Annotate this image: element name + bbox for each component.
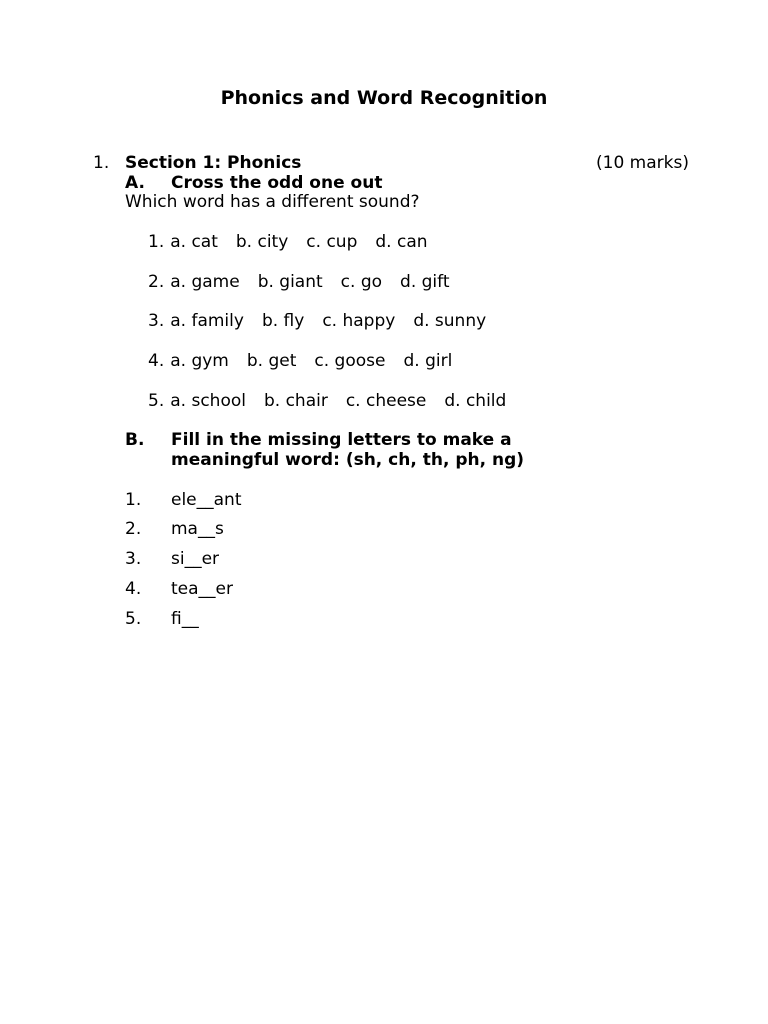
option: d. sunny: [413, 311, 487, 331]
fill-in-word: ele__ant: [171, 490, 242, 510]
item-number: 1.: [148, 232, 165, 252]
option: b. giant: [257, 272, 323, 292]
option: d. girl: [403, 351, 453, 371]
section-heading: Section 1: Phonics: [125, 153, 302, 173]
list-item: [148, 391, 506, 411]
option: c. cup: [306, 232, 358, 252]
item-number: 5.: [148, 391, 165, 411]
part-a-instruction: Which word has a different sound?: [125, 192, 420, 212]
option: a. school: [170, 391, 246, 411]
fill-in-word: tea__er: [171, 579, 233, 599]
option: a. cat: [170, 232, 218, 252]
option: c. goose: [314, 351, 386, 371]
item-number: 5.: [125, 609, 142, 629]
option: b. fly: [261, 311, 305, 331]
list-item: [148, 311, 486, 331]
fill-in-word: ma__s: [171, 519, 224, 539]
fill-in-word: fi__: [171, 609, 199, 629]
item-number: 3.: [125, 549, 142, 569]
list-item: [148, 232, 428, 252]
part-a-heading: Cross the odd one out: [171, 173, 383, 193]
option: c. happy: [322, 311, 396, 331]
part-b-letter: B.: [125, 430, 145, 450]
option: b. city: [235, 232, 289, 252]
option: d. gift: [400, 272, 450, 292]
option: d. child: [444, 391, 507, 411]
item-number: 2.: [148, 272, 165, 292]
item-number: 2.: [125, 519, 142, 539]
marks-label: (10 marks): [596, 153, 689, 173]
question-number: 1.: [93, 153, 110, 173]
item-number: 3.: [148, 311, 165, 331]
fill-in-word: si__er: [171, 549, 220, 569]
part-b-heading-continued: meaningful word: (sh, ch, th, ph, ng): [171, 450, 525, 470]
page-title: Phonics and Word Recognition: [220, 87, 548, 109]
option: d. can: [375, 232, 428, 252]
item-number: 4.: [125, 579, 142, 599]
list-item: [148, 351, 452, 371]
option: c. cheese: [345, 391, 427, 411]
part-b-heading: Fill in the missing letters to make a: [171, 430, 512, 450]
option: c. go: [340, 272, 383, 292]
option: b. chair: [263, 391, 328, 411]
item-number: 4.: [148, 351, 165, 371]
option: b. get: [246, 351, 297, 371]
option: a. gym: [170, 351, 229, 371]
option: a. game: [170, 272, 240, 292]
part-a-letter: A.: [125, 173, 145, 193]
list-item: [148, 272, 450, 292]
option: a. family: [170, 311, 244, 331]
item-number: 1.: [125, 490, 142, 510]
